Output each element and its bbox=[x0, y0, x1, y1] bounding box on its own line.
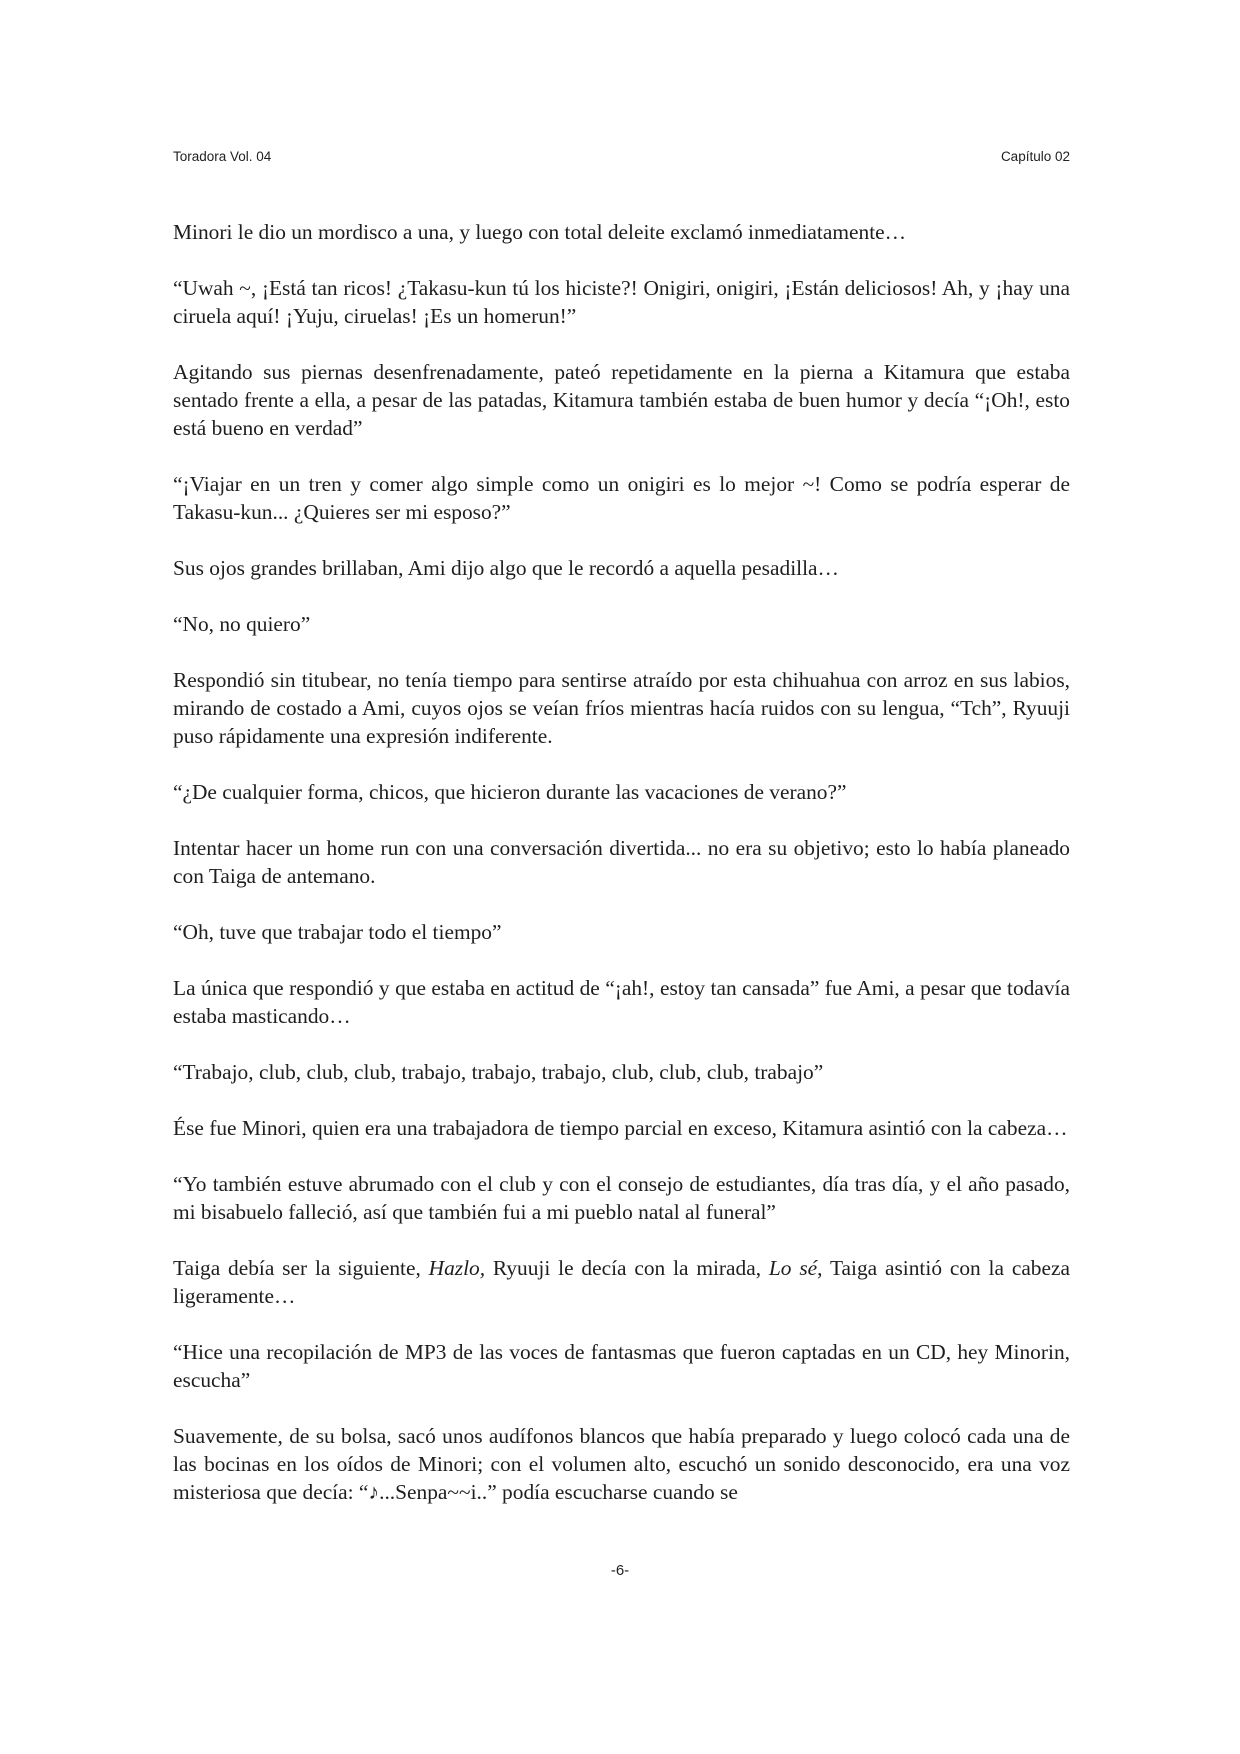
paragraph: “Trabajo, club, club, club, trabajo, trabajo, trabajo, club, club, club, trabajo” bbox=[173, 1060, 824, 1084]
paragraph: “Oh, tuve que trabajar todo el tiempo” bbox=[173, 920, 502, 944]
paragraph: La única que respondió y que estaba en actitud de “¡ah!, estoy tan cansada” fue Ami, a pesar que todavía estaba masticando… bbox=[173, 976, 1070, 1028]
paragraph: “Yo también estuve abrumado con el club y con el consejo de estudiantes, día tras día, y el año pasado, mi bisabuelo falleció, así que también fui a mi pueblo natal al funeral” bbox=[173, 1172, 1070, 1224]
text-run: , Taiga asintió con la cabeza ligeramente… bbox=[173, 1256, 1070, 1308]
paragraph: “¿De cualquier forma, chicos, que hicieron durante las vacaciones de verano?” bbox=[173, 780, 847, 804]
italic-run: Hazlo, bbox=[428, 1256, 486, 1280]
paragraph: Agitando sus piernas desenfrenadamente, pateó repetidamente en la pierna a Kitamura que estaba sentado frente a ella, a pesar de las patadas, Kitamura también estaba de buen humor y decía “¡Oh!, esto está bueno en verdad” bbox=[173, 360, 1070, 440]
page-number: -6- bbox=[610, 1562, 630, 1579]
text-run: Ryuuji le decía con la mirada, bbox=[485, 1256, 769, 1280]
paragraph: Sus ojos grandes brillaban, Ami dijo algo que le recordó a aquella pesadilla… bbox=[173, 556, 839, 580]
paragraph: “Hice una recopilación de MP3 de las voces de fantasmas que fueron captadas en un CD, hey Minorin, escucha” bbox=[173, 1340, 1070, 1392]
paragraph: Minori le dio un mordisco a una, y luego con total deleite exclamó inmediatamente… bbox=[173, 220, 907, 244]
paragraph: “No, no quiero” bbox=[173, 612, 311, 636]
paragraph: “Uwah ~, ¡Está tan ricos! ¿Takasu-kun tú los hiciste?! Onigiri, onigiri, ¡Están deliciosos! Ah, y ¡hay una ciruela aquí! ¡Yuju, ciruelas! ¡Es un homerun!” bbox=[173, 276, 1070, 328]
page-header bbox=[173, 149, 1070, 164]
header-book-title: Toradora Vol. 04 bbox=[173, 149, 272, 164]
header-chapter: Capítulo 02 bbox=[1000, 149, 1070, 164]
paragraph: Respondió sin titubear, no tenía tiempo para sentirse atraído por esta chihuahua con arroz en sus labios, mirando de costado a Ami, cuyos ojos se veían fríos mientras hacía ruidos con su lengua, “Tch”, Ryuuji puso rápidamente una expresión indiferente. bbox=[173, 668, 1070, 748]
paragraph: “¡Viajar en un tren y comer algo simple como un onigiri es lo mejor ~! Como se podría esperar de Takasu-kun... ¿Quieres ser mi esposo?” bbox=[173, 472, 1070, 524]
paragraph: Ése fue Minori, quien era una trabajadora de tiempo parcial en exceso, Kitamura asintió con la cabeza… bbox=[173, 1116, 1068, 1140]
body-text bbox=[173, 218, 1070, 1506]
paragraph: Intentar hacer un home run con una conversación divertida... no era su objetivo; esto lo había planeado con Taiga de antemano. bbox=[173, 836, 1070, 888]
text-run: Taiga debía ser la siguiente, bbox=[173, 1256, 429, 1280]
paragraph: Suavemente, de su bolsa, sacó unos audífonos blancos que había preparado y luego colocó cada una de las bocinas en los oídos de Minori; con el volumen alto, escuchó un sonido desconocido, era una voz misteriosa que decía: “♪...Senpa~~i..” podía escucharse cuando se bbox=[173, 1424, 1070, 1504]
italic-run: Lo sé bbox=[768, 1256, 818, 1280]
paragraph-taiga bbox=[173, 1254, 1070, 1310]
